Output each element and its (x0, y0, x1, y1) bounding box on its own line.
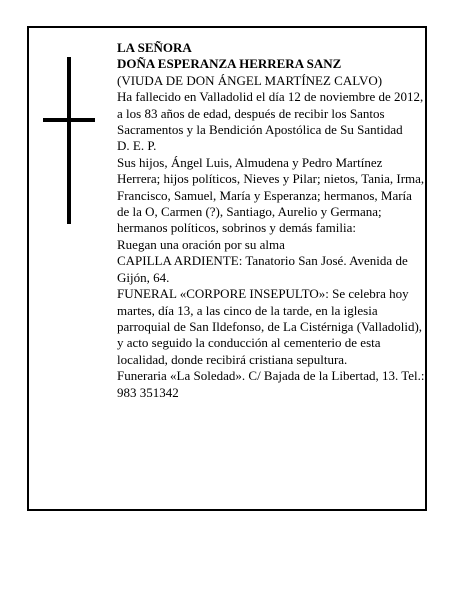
dep-line: D. E. P. (117, 138, 157, 154)
death-paragraph: Ha fallecido en Valladolid el día 12 de noviembre de 2012, a los 83 años de edad, después de recibir los Santos Sacramentos y la Bendición Apostólica de Su Santidad (117, 89, 424, 138)
notice-text (117, 40, 425, 401)
family-paragraph: Sus hijos, Ángel Luis, Almudena y Pedro Martínez Herrera; hijos políticos, Nieves y Pilar; nietos, Tania, Irma, Francisco, Samuel, María y Esperanza; hermanos, María de la O, Carmen (?), Santiago, Aurelio y Germana; hermanos políticos, sobrinos y demás familia: (117, 154, 425, 236)
deceased-name: DOÑA ESPERANZA HERRERA SANZ (117, 56, 342, 72)
cross-vertical-bar (67, 57, 71, 224)
obituary-notice (27, 26, 427, 511)
heading-title: LA SEÑORA (117, 40, 192, 55)
chapel-paragraph: CAPILLA ARDIENTE: Tanatorio San José. Avenida de Gijón, 64. (117, 253, 408, 285)
cross-horizontal-bar (43, 118, 95, 122)
funeral-paragraph: FUNERAL «CORPORE INSEPULTO»: Se celebra hoy martes, día 13, a las cinco de la tarde, en la iglesia parroquial de San Ildefonso, de La Cistérniga (Valladolid), y acto seguido la conducción al cementerio de esta localidad, donde recibirá cristiana sepultura. (117, 286, 423, 367)
funeral-home-paragraph: Funeraria «La Soledad». C/ Bajada de la Libertad, 13. Tel.: 983 351342 (117, 368, 425, 400)
prayer-line: Ruegan una oración por su alma (117, 236, 285, 252)
widow-line: (VIUDA DE DON ÁNGEL MARTÍNEZ CALVO) (117, 72, 383, 88)
latin-cross-icon (29, 28, 89, 203)
